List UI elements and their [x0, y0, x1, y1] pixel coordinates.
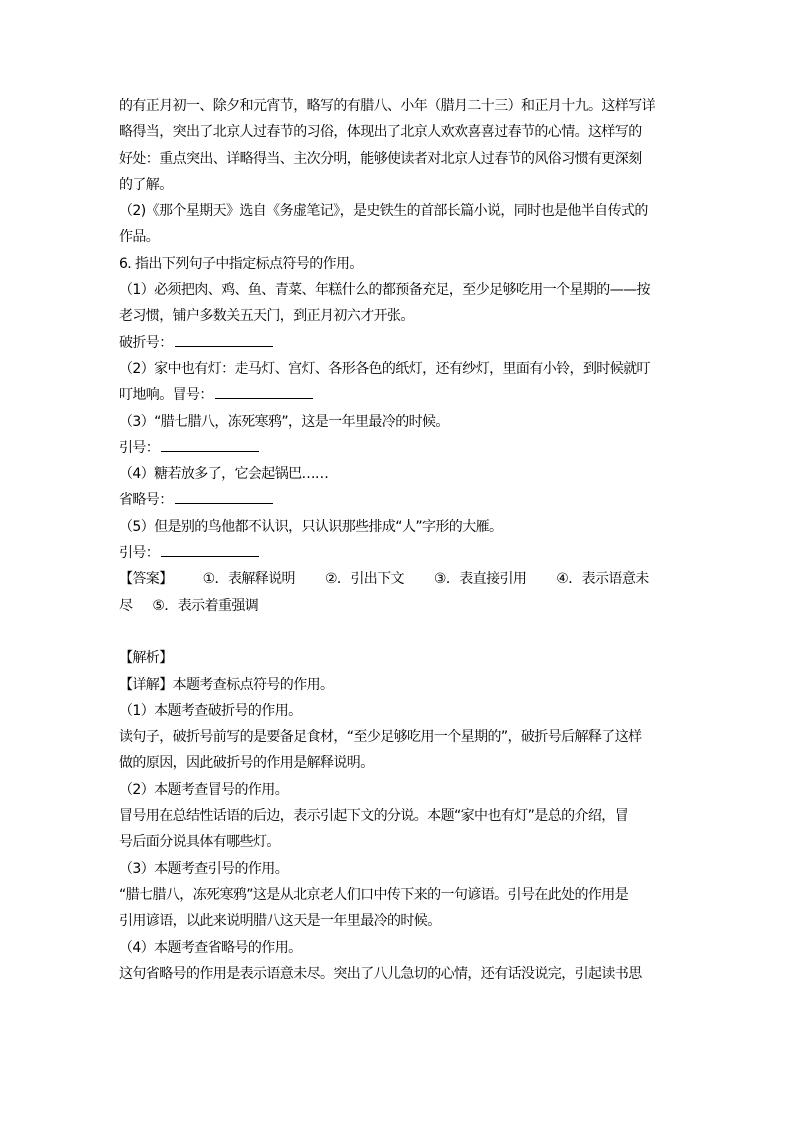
answer-item: ③．表直接引用 — [433, 571, 527, 588]
text-line: 略得当，突出了北京人过春节的习俗，体现出了北京人欢欢喜喜过春节的心情。这样写的 — [119, 124, 642, 141]
question-5-answer-line — [119, 540, 679, 566]
analysis-line: （1）本题考查破折号的作用。 — [119, 702, 302, 719]
ellipsis-label: 省略号： — [119, 492, 173, 509]
dash-label: 破折号： — [119, 334, 173, 351]
question-1-text: （1）必须把肉、鸡、鱼、青菜、年糕什么的都预备充足，至少足够吃用一个星期的——按 — [119, 282, 650, 299]
question-1-text: 老习惯，铺户多数关五天门，到正月初六才开张。 — [119, 308, 414, 325]
text-line: 作品。 — [119, 229, 160, 246]
answer-blank — [161, 437, 259, 452]
analysis-line: 做的原因，因此破折号的作用是解释说明。 — [119, 755, 374, 772]
colon-label: 叮地响。冒号： — [119, 387, 213, 404]
quote-label: 引号： — [119, 439, 160, 456]
answer-label: 【答案】 — [119, 571, 173, 588]
answer-blank — [215, 384, 313, 399]
answer-item: ②．引出下文 — [324, 571, 404, 588]
answer-item: ①．表解释说明 — [202, 571, 295, 588]
analysis-line: 【详解】本题考查标点符号的作用。 — [119, 676, 334, 693]
question-4-answer-line — [119, 487, 679, 513]
question-2-text: （2）家中也有灯：走马灯、宫灯、各形各色的纸灯，还有纱灯，里面有小铃，到时候就叮 — [119, 360, 650, 377]
question-4-text: （4）糖若放多了，它会起锅巴…… — [119, 466, 329, 483]
question-1-answer-line — [119, 330, 679, 356]
answer-blank — [175, 332, 273, 347]
question-6-title: 6. 指出下列句子中指定标点符号的作用。 — [119, 255, 363, 272]
question-3-answer-line — [119, 435, 679, 461]
analysis-line: 号后面分说具体有哪些灯。 — [119, 834, 280, 851]
analysis-label: 【解析】 — [119, 650, 173, 667]
analysis-line: （3）本题考查引号的作用。 — [119, 860, 289, 877]
analysis-line: 引用谚语，以此来说明腊八这天是一年里最冷的时候。 — [119, 913, 441, 930]
question-5-text: （5）但是别的鸟他都不认识，只认识那些排成“人”字形的大雁。 — [119, 518, 503, 535]
answer-item: ④．表示语意未 — [556, 571, 649, 588]
answer-blank — [161, 542, 259, 557]
question-3-text: （3）“腊七腊八，冻死寒鸦”，这是一年里最冷的时候。 — [119, 413, 449, 430]
analysis-line: 冒号用在总结性话语的后边，表示引起下文的分说。本题“家中也有灯”是总的介绍，冒 — [119, 808, 629, 825]
analysis-line: 这句省略号的作用是表示语意未尽。突出了八儿急切的心情，还有话没说完，引起读书思 — [119, 965, 642, 982]
answer-blank — [175, 489, 273, 504]
answer-line — [119, 566, 679, 592]
analysis-line: （4）本题考查省略号的作用。 — [119, 939, 302, 956]
text-line: 好处：重点突出、详略得当、主次分明，能够使读者对北京人过春节的风俗习惯有更深刻 — [119, 150, 642, 167]
quote-label: 引号： — [119, 545, 160, 562]
document-page — [119, 93, 679, 987]
text-line: 的有正月初一、除夕和元宵节，略写的有腊八、小年（腊月二十三）和正月十九。这样写详 — [119, 98, 655, 114]
analysis-line: “腊七腊八，冻死寒鸦”这是从北京老人们口中传下来的一句谚语。引号在此处的作用是 — [119, 886, 629, 903]
question-2-answer-line — [119, 382, 679, 408]
analysis-line: 读句子，破折号前写的是要备足食材，“至少足够吃用一个星期的”，破折号后解释了这样 — [119, 729, 642, 746]
answer-line — [119, 593, 679, 619]
text-line: 的了解。 — [119, 176, 173, 193]
answer-item: 尽 — [119, 597, 133, 614]
text-line: （2)《那个星期天》选自《务虚笔记》，是史铁生的首部长篇小说，同时也是他半自传式的 — [119, 203, 648, 220]
analysis-line: （2）本题考查冒号的作用。 — [119, 781, 289, 798]
answer-item: ⑤．表示着重强调 — [152, 597, 259, 614]
